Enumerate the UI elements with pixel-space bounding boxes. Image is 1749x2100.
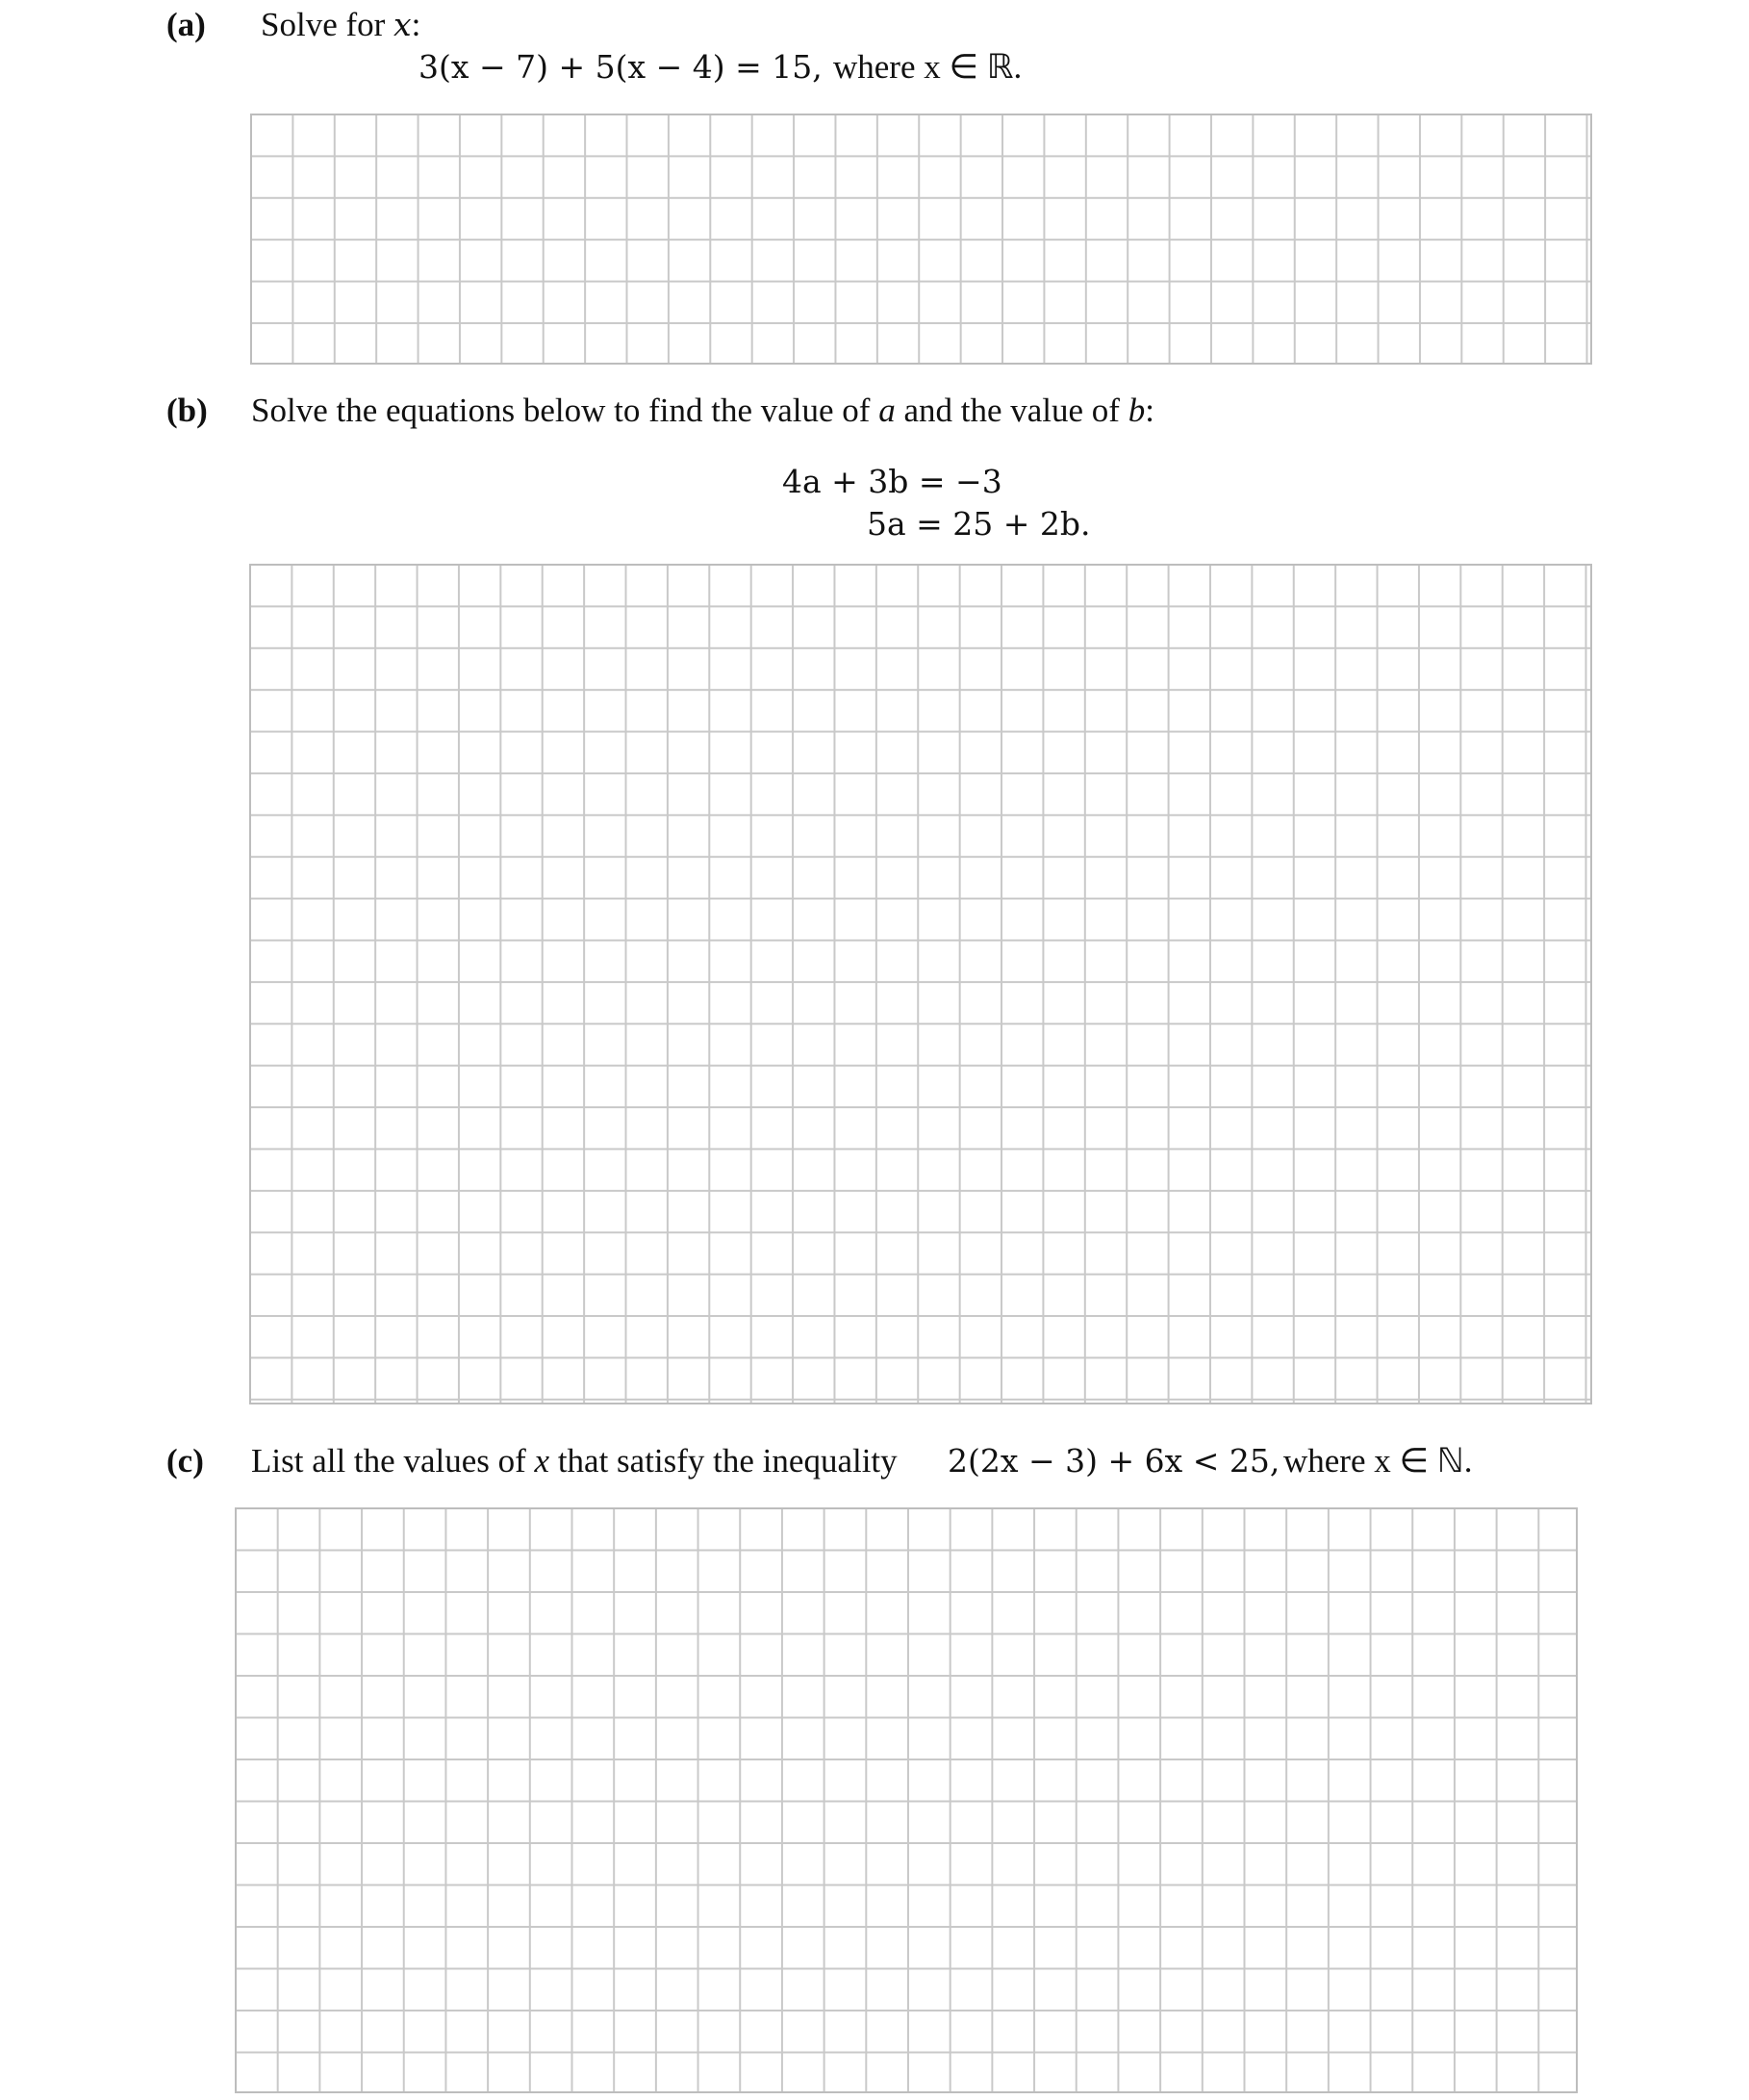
part-c-prompt xyxy=(251,1442,898,1480)
part-b-prompt-colon: : xyxy=(1145,392,1154,429)
part-c-prompt-text-1: List all the values of xyxy=(251,1442,526,1480)
part-b-equation-1: 4a + 3b = −3 xyxy=(782,463,1002,500)
part-b-prompt xyxy=(251,392,1154,430)
answer-grid-b[interactable] xyxy=(249,564,1592,1404)
part-a-prompt-text: Solve for xyxy=(261,6,386,43)
part-a-equation: 3(x − 7) + 5(x − 4) = 15, xyxy=(418,48,823,86)
part-a-prompt-variable: x xyxy=(393,6,412,43)
answer-grid-a[interactable] xyxy=(250,114,1592,365)
part-b-equation-2: 5a = 25 + 2b. xyxy=(867,505,1091,543)
part-a-prompt-colon: : xyxy=(411,6,421,43)
part-c-variable-x: x xyxy=(534,1442,550,1480)
part-b-variable-a: a xyxy=(878,392,896,429)
answer-grid-c[interactable] xyxy=(235,1507,1578,2093)
part-b-prompt-text-1: Solve the equations below to find the value of xyxy=(251,392,871,429)
part-c-prompt-text-2: that satisfy the inequality xyxy=(557,1442,898,1480)
part-b-variable-b: b xyxy=(1128,392,1146,429)
part-c-label: (c) xyxy=(166,1442,204,1480)
part-c-inequality: 2(2x − 3) + 6x < 25, xyxy=(948,1442,1280,1480)
part-a-prompt xyxy=(261,6,420,44)
part-a-condition: where x ∈ ℝ. xyxy=(833,48,1023,86)
part-a-label: (a) xyxy=(166,6,206,43)
part-c-condition: where x ∈ ℕ. xyxy=(1283,1442,1473,1480)
part-b-prompt-text-2: and the value of xyxy=(903,392,1120,429)
part-b-label: (b) xyxy=(166,392,208,429)
